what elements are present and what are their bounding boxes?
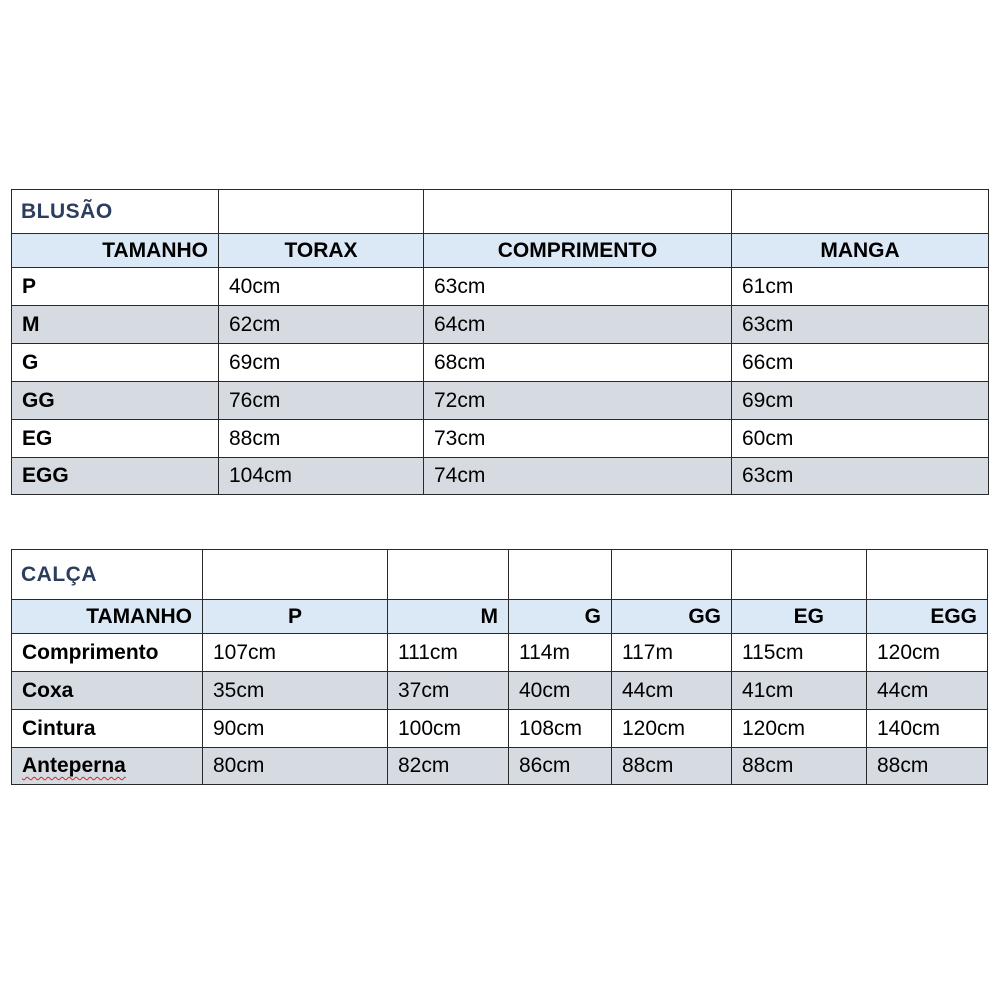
size-label: EGG (12, 458, 219, 495)
table-cell: 40cm (219, 268, 424, 306)
empty-cell (612, 550, 732, 600)
table-cell: 63cm (732, 306, 989, 344)
measure-label: Comprimento (12, 634, 203, 672)
table-cell: 120cm (732, 710, 867, 748)
table-row (12, 306, 989, 344)
calca-header-row (12, 600, 988, 634)
table-cell: 44cm (612, 672, 732, 710)
table-cell: 66cm (732, 344, 989, 382)
measure-label: Cintura (12, 710, 203, 748)
table-cell: 35cm (203, 672, 388, 710)
table-cell: 120cm (867, 634, 988, 672)
table-cell: 82cm (388, 748, 509, 785)
table-cell: 120cm (612, 710, 732, 748)
empty-cell (732, 550, 867, 600)
spellcheck-word: Anteperna (22, 754, 126, 777)
table-cell: 40cm (509, 672, 612, 710)
table-row (12, 382, 989, 420)
blusao-title: BLUSÃO (12, 190, 219, 234)
table-row (12, 748, 988, 785)
size-label: M (12, 306, 219, 344)
table-cell: 69cm (732, 382, 989, 420)
table-cell: 104cm (219, 458, 424, 495)
table-cell: 68cm (424, 344, 732, 382)
table-cell: 72cm (424, 382, 732, 420)
table-cell: 107cm (203, 634, 388, 672)
empty-cell (509, 550, 612, 600)
column-header: M (388, 600, 509, 634)
table-cell: 76cm (219, 382, 424, 420)
column-header: EG (732, 600, 867, 634)
table-row (12, 710, 988, 748)
table-cell: 115cm (732, 634, 867, 672)
table-cell: 117m (612, 634, 732, 672)
table-cell: 140cm (867, 710, 988, 748)
table-cell: 88cm (612, 748, 732, 785)
column-header: G (509, 600, 612, 634)
column-header: TAMANHO (12, 234, 219, 268)
table-cell: 108cm (509, 710, 612, 748)
table-cell: 80cm (203, 748, 388, 785)
calca-title: CALÇA (12, 550, 203, 600)
table-row (12, 634, 988, 672)
measure-label (12, 748, 203, 785)
calca-title-row (12, 550, 988, 600)
column-header: TAMANHO (12, 600, 203, 634)
table-cell: 62cm (219, 306, 424, 344)
column-header: EGG (867, 600, 988, 634)
blusao-header-row (12, 234, 989, 268)
table-cell: 63cm (732, 458, 989, 495)
table-cell: 69cm (219, 344, 424, 382)
blusao-title-row (12, 190, 989, 234)
table-row (12, 268, 989, 306)
table-row (12, 458, 989, 495)
table-cell: 64cm (424, 306, 732, 344)
column-header: TORAX (219, 234, 424, 268)
table-cell: 114m (509, 634, 612, 672)
column-header: COMPRIMENTO (424, 234, 732, 268)
column-header: GG (612, 600, 732, 634)
table-cell: 61cm (732, 268, 989, 306)
measure-label: Coxa (12, 672, 203, 710)
table-row (12, 420, 989, 458)
size-label: GG (12, 382, 219, 420)
table-cell: 88cm (867, 748, 988, 785)
table-cell: 37cm (388, 672, 509, 710)
table-cell: 86cm (509, 748, 612, 785)
empty-cell (424, 190, 732, 234)
table-cell: 74cm (424, 458, 732, 495)
calca-size-table (11, 549, 988, 785)
table-cell: 111cm (388, 634, 509, 672)
column-header: MANGA (732, 234, 989, 268)
table-cell: 41cm (732, 672, 867, 710)
table-cell: 73cm (424, 420, 732, 458)
table-cell: 60cm (732, 420, 989, 458)
size-label: EG (12, 420, 219, 458)
table-row (12, 672, 988, 710)
empty-cell (203, 550, 388, 600)
size-label: P (12, 268, 219, 306)
table-cell: 44cm (867, 672, 988, 710)
empty-cell (732, 190, 989, 234)
size-label: G (12, 344, 219, 382)
empty-cell (388, 550, 509, 600)
blusao-size-table (11, 189, 989, 495)
table-cell: 90cm (203, 710, 388, 748)
table-cell: 63cm (424, 268, 732, 306)
column-header: P (203, 600, 388, 634)
table-cell: 88cm (219, 420, 424, 458)
table-row (12, 344, 989, 382)
empty-cell (219, 190, 424, 234)
empty-cell (867, 550, 988, 600)
table-cell: 88cm (732, 748, 867, 785)
table-cell: 100cm (388, 710, 509, 748)
